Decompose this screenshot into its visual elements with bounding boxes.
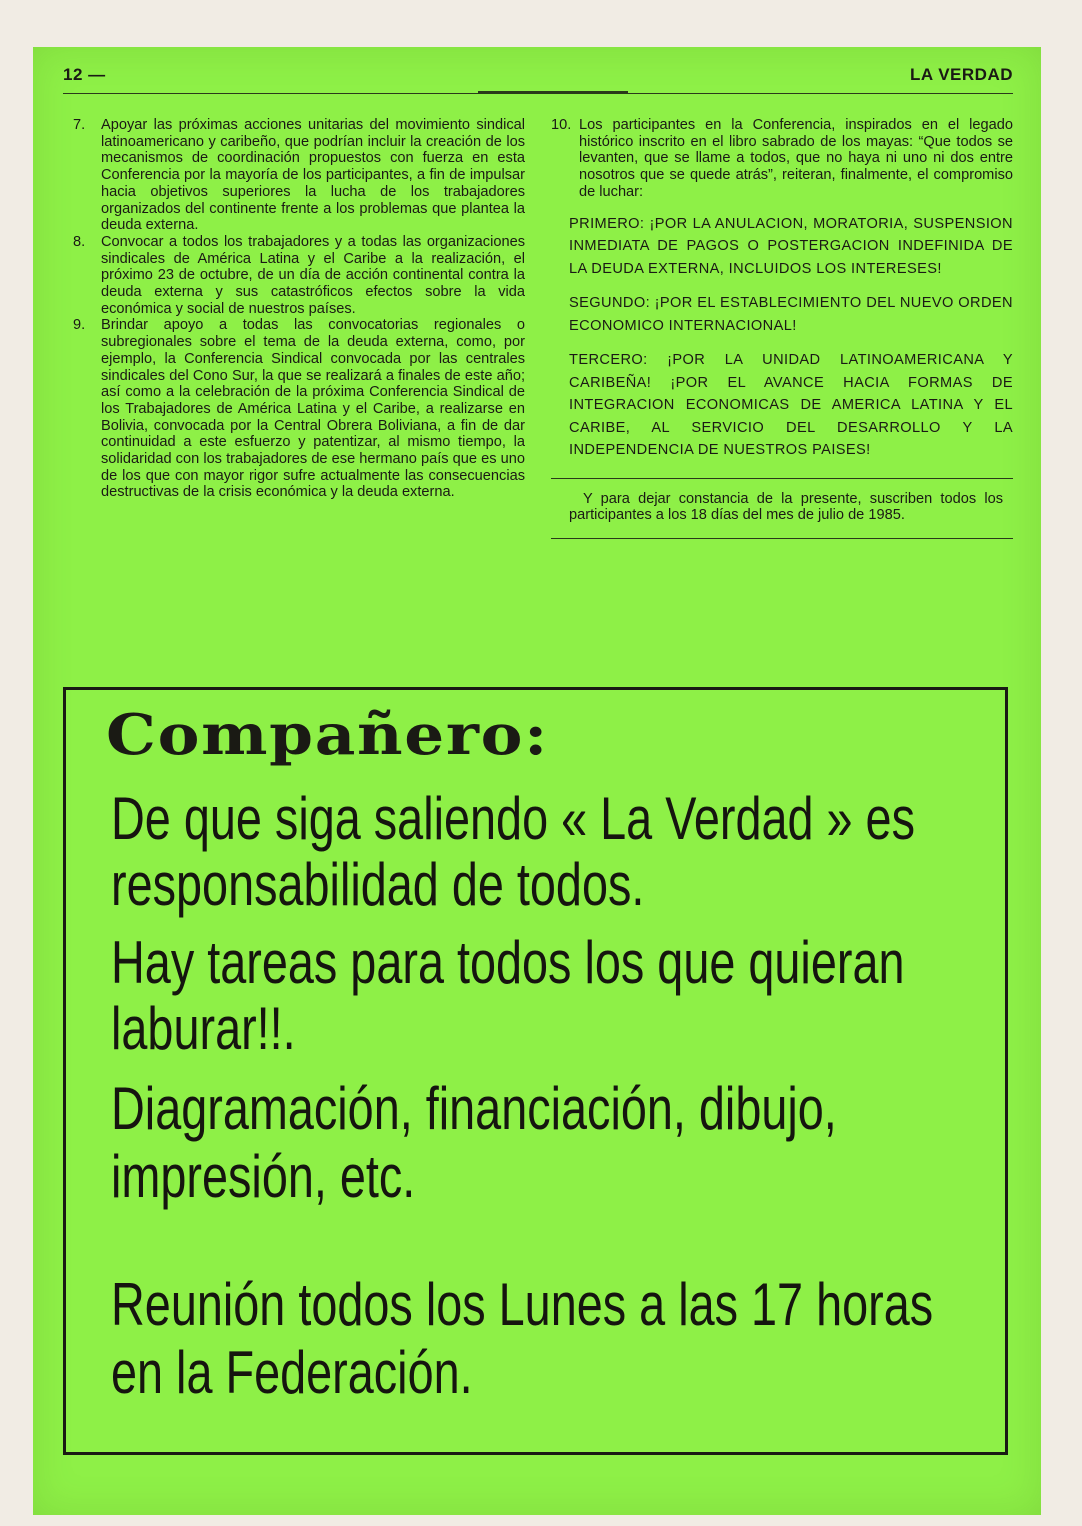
resolution-primero: PRIMERO: ¡POR LA ANULACION, MORATORIA, SUSPENSION INMEDIATA DE PAGOS O POSTERGACION INDEFINIDA DE LA DEUDA EXTERNA, INCLUIDOS LOS INTERESES!: [569, 215, 1013, 277]
newspaper-page: [33, 47, 1041, 1515]
item-text: Los participantes en la Conferencia, inspirados en el legado histórico inscrito en el libro sabrado de los mayas: “Que todos se levanten, que se llame a todos, que no haya ni uno ni dos entre nosotros que se quede atrás”, reiteran, finalmente, el compromiso de luchar:: [579, 117, 1013, 200]
left-column: [73, 117, 525, 501]
list-item: [73, 317, 525, 501]
page-header: [63, 63, 1013, 94]
list-item: [551, 117, 1013, 201]
item-text: Convocar a todos los trabajadores y a todas las organizaciones sindicales de América Latina y el Caribe a la realización, el próximo 23 de octubre, de un día de acción continental contra la deuda externa y sus catastróficos efectos sobre la vida económica y social de nuestros países.: [101, 233, 525, 317]
item-number: 8.: [73, 233, 86, 250]
item-text: Apoyar las próximas acciones unitarias del movimiento sindical latinoamericano y caribeño, que podrían incluir la creación de los mecanismos de coordinación propuestos con fuerza en esta Conferencia por la mayoría de los participantes, a fin de impulsar hacia objetivos superiores la lucha de los trabajadores organizados del continente frente a los problemas que plantea la deuda externa.: [101, 117, 525, 234]
closing-statement: Y para dejar constancia de la presente, suscriben todos los participantes a los 18 días del mes de julio de 1985.: [569, 490, 1003, 524]
resolution-segundo: SEGUNDO: ¡POR EL ESTABLECIMIENTO DEL NUEVO ORDEN ECONOMICO INTERNACIONAL!: [569, 295, 1013, 334]
list-item: [73, 117, 525, 234]
announcement-line: Diagramación, financiación, dibujo,: [111, 1075, 837, 1142]
announcement-box: [63, 687, 1008, 1455]
announcement-line: en la Federación.: [111, 1339, 473, 1406]
announcement-line: impresión, etc.: [111, 1143, 416, 1210]
announcement-line: laburar!!.: [111, 995, 296, 1062]
announcement-line: Reunión todos los Lunes a las 17 horas: [111, 1271, 934, 1338]
item-text: Brindar apoyo a todas las convocatorias regionales o subregionales sobre el tema de la deuda externa, como, por ejemplo, la Conferencia Sindical convocada por las centrales sindicales del Cono Sur, la que se realizará a finales de este año; así como a la celebración de la próxima Conferencia Sindical de los Trabajadores de América Latina y el Caribe, a realizarse en Bolivia, convocada por la Central Obrera Boliviana, a fin de dar continuidad a este esfuerzo y patentizar, al mismo tiempo, la solidaridad con los trabajadores de ese hermano país que es uno de los que con mayor rigor sufre actualmente las consecuencias destructivas de la crisis económica y la deuda externa.: [101, 317, 525, 501]
divider: [551, 538, 1013, 539]
item-number: 10.: [551, 117, 572, 133]
announcement-line: De que siga saliendo « La Verdad » es: [111, 785, 915, 852]
item-number: 7.: [73, 117, 86, 133]
publication-name: LA VERDAD: [909, 65, 1013, 84]
divider: [551, 478, 1013, 479]
resolution-tercero: TERCERO: ¡POR LA UNIDAD LATINOAMERICANA Y CARIBEÑA! ¡POR EL AVANCE HACIA FORMAS DE INTEGRACION ECONOMICAS DE AMERICA LATINA Y EL CARIBE, AL SERVICIO DEL DESARROLLO Y LA INDEPENDENCIA DE NUESTROS PAISES!: [569, 352, 1013, 459]
announcement-line: Hay tareas para todos los que quieran: [111, 929, 905, 996]
list-item: [73, 234, 525, 318]
right-column: [551, 117, 1013, 539]
header-rule: [478, 91, 628, 93]
page-number: 12 —: [63, 65, 106, 84]
announcement-line: responsabilidad de todos.: [111, 851, 645, 918]
item-number: 9.: [73, 317, 86, 334]
announcement-title: Compañero:: [106, 702, 549, 768]
